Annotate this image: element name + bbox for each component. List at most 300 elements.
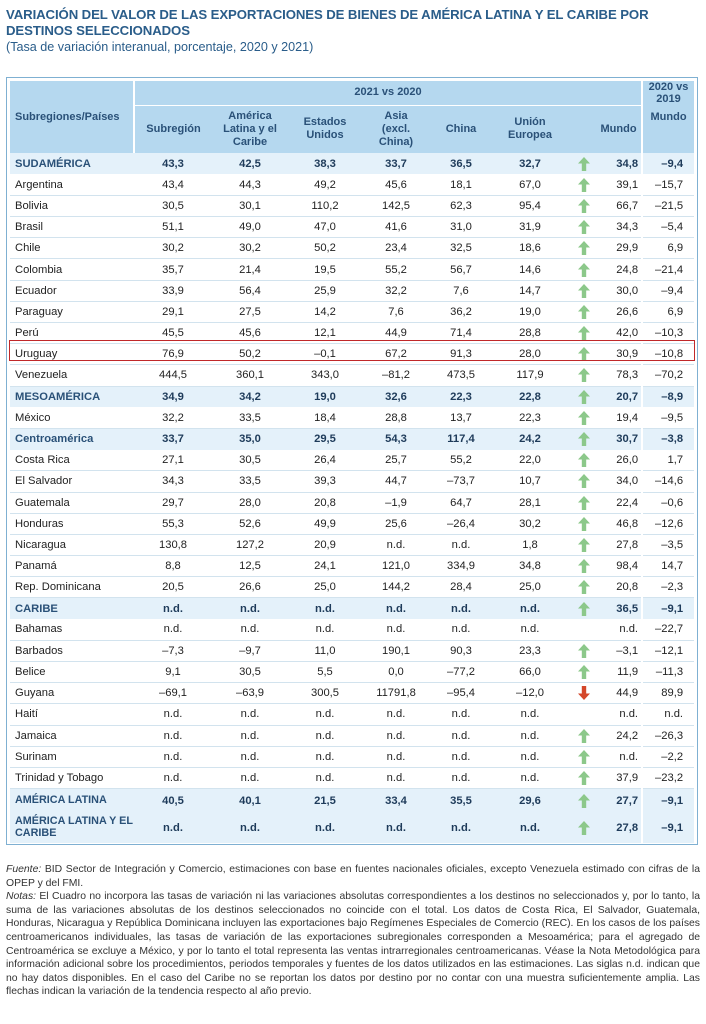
cell-usa: n.d. [288,725,362,746]
cell-china: 22,3 [430,386,492,407]
arrow-up-icon [578,263,590,277]
cell-usa: 20,9 [288,534,362,555]
cell-china: 71,4 [430,323,492,344]
cell-mundo: 11,9 [600,662,642,683]
row-label: Bahamas [10,619,134,640]
row-label: Brasil [10,217,134,238]
header-subregions: Subregiones/Países [10,81,134,153]
trend-cell [568,195,600,216]
cell-usa: 49,9 [288,513,362,534]
cell-eu: 22,3 [492,407,568,428]
cell-china: 55,2 [430,450,492,471]
cell-subregion: 444,5 [134,365,212,386]
cell-eu: 14,6 [492,259,568,280]
cell-mundo: 27,8 [600,534,642,555]
cell-eu: 10,7 [492,471,568,492]
cell-china: 28,4 [430,577,492,598]
cell-usa: n.d. [288,598,362,619]
cell-mundo: 44,9 [600,683,642,704]
cell-china: n.d. [430,767,492,788]
cell-asia: n.d. [362,598,430,619]
arrow-up-icon [578,729,590,743]
cell-mundo-2020: –3,8 [642,428,694,449]
table-row [10,428,694,449]
cell-china: 36,2 [430,301,492,322]
cell-china: 18,1 [430,174,492,195]
cell-eu: 25,0 [492,577,568,598]
cell-eu: 28,8 [492,323,568,344]
header-col-mundo: Mundo [568,105,642,153]
trend-cell [568,280,600,301]
header-period-2021: 2021 vs 2020 [134,81,642,105]
cell-subregion: 51,1 [134,217,212,238]
cell-subregion: n.d. [134,725,212,746]
trend-cell [568,577,600,598]
cell-usa: 12,1 [288,323,362,344]
cell-subregion: 33,9 [134,280,212,301]
arrow-up-icon [578,199,590,213]
cell-subregion: 29,7 [134,492,212,513]
cell-alc: 26,6 [212,577,288,598]
cell-alc: 56,4 [212,280,288,301]
arrow-up-icon [578,368,590,382]
arrow-up-icon [578,220,590,234]
cell-mundo-2020: –12,6 [642,513,694,534]
arrow-up-icon [578,432,590,446]
table-row [10,344,694,365]
cell-eu: 23,3 [492,640,568,661]
cell-usa: n.d. [288,813,362,843]
cell-usa: 19,5 [288,259,362,280]
cell-alc: n.d. [212,746,288,767]
cell-mundo-2020: –22,7 [642,619,694,640]
cell-china: n.d. [430,725,492,746]
cell-subregion: n.d. [134,619,212,640]
arrow-down-icon [578,686,590,700]
cell-alc: n.d. [212,813,288,843]
cell-eu: 31,9 [492,217,568,238]
cell-mundo-2020: 6,9 [642,238,694,259]
cell-mundo-2020: –12,1 [642,640,694,661]
header-col-china: China [430,105,492,153]
cell-subregion: 27,1 [134,450,212,471]
arrow-up-icon [578,602,590,616]
cell-mundo-2020: –26,3 [642,725,694,746]
cell-subregion: n.d. [134,813,212,843]
row-label: Bolivia [10,195,134,216]
row-label: Venezuela [10,365,134,386]
arrow-up-icon [578,750,590,764]
arrow-up-icon [578,326,590,340]
cell-asia: 190,1 [362,640,430,661]
cell-asia: 25,7 [362,450,430,471]
arrow-up-icon [578,390,590,404]
cell-usa: 18,4 [288,407,362,428]
source-note [6,863,700,890]
notes-label: Notas: [6,891,37,903]
table-row [10,259,694,280]
trend-cell [568,683,600,704]
row-label: Ecuador [10,280,134,301]
cell-alc: 49,0 [212,217,288,238]
cell-china: 13,7 [430,407,492,428]
trend-cell [568,640,600,661]
cell-alc: 30,1 [212,195,288,216]
row-label: Barbados [10,640,134,661]
cell-china: 31,0 [430,217,492,238]
cell-eu: n.d. [492,746,568,767]
cell-china: 117,4 [430,428,492,449]
cell-usa: n.d. [288,619,362,640]
trend-cell [568,619,600,640]
cell-eu: 66,0 [492,662,568,683]
cell-alc: 45,6 [212,323,288,344]
row-label: Rep. Dominicana [10,577,134,598]
trend-cell [568,386,600,407]
exports-table [10,81,694,843]
cell-eu: 30,2 [492,513,568,534]
cell-eu: n.d. [492,767,568,788]
trend-cell [568,598,600,619]
cell-alc: n.d. [212,704,288,725]
cell-alc: 44,3 [212,174,288,195]
cell-mundo: –3,1 [600,640,642,661]
trend-cell [568,471,600,492]
cell-eu: 95,4 [492,195,568,216]
cell-mundo-2020: –70,2 [642,365,694,386]
table-row [10,577,694,598]
cell-mundo: 78,3 [600,365,642,386]
cell-china: n.d. [430,598,492,619]
cell-usa: 14,2 [288,301,362,322]
cell-eu: 29,6 [492,789,568,813]
table-row [10,217,694,238]
arrow-up-icon [578,453,590,467]
trend-cell [568,344,600,365]
cell-eu: 67,0 [492,174,568,195]
cell-alc: n.d. [212,725,288,746]
page-title: VARIACIÓN DEL VALOR DE LAS EXPORTACIONES DE BIENES DE AMÉRICA LATINA Y EL CARIBE POR DESTINOS SELECCIONADOS [6,7,649,38]
cell-asia: 144,2 [362,577,430,598]
cell-subregion: 30,2 [134,238,212,259]
row-label: Argentina [10,174,134,195]
cell-usa: 21,5 [288,789,362,813]
cell-asia: 32,2 [362,280,430,301]
cell-usa: n.d. [288,746,362,767]
cell-china: n.d. [430,704,492,725]
cell-mundo: 24,8 [600,259,642,280]
cell-usa: 25,9 [288,280,362,301]
row-label: Colombia [10,259,134,280]
cell-asia: 142,5 [362,195,430,216]
cell-mundo: 27,7 [600,789,642,813]
cell-china: 64,7 [430,492,492,513]
row-label: Guyana [10,683,134,704]
cell-mundo-2020: –21,4 [642,259,694,280]
cell-asia: 41,6 [362,217,430,238]
cell-mundo-2020: –9,1 [642,789,694,813]
cell-mundo: 27,8 [600,813,642,843]
cell-alc: –9,7 [212,640,288,661]
trend-cell [568,534,600,555]
cell-china: –77,2 [430,662,492,683]
table-row [10,662,694,683]
cell-china: 473,5 [430,365,492,386]
cell-asia: –1,9 [362,492,430,513]
cell-eu: 18,6 [492,238,568,259]
cell-asia: 28,8 [362,407,430,428]
cell-alc: 28,0 [212,492,288,513]
cell-mundo-2020: –9,5 [642,407,694,428]
table-row [10,386,694,407]
cell-mundo: 29,9 [600,238,642,259]
row-label: Haití [10,704,134,725]
cell-alc: n.d. [212,598,288,619]
table-row [10,789,694,813]
trend-cell [568,217,600,238]
cell-eu: –12,0 [492,683,568,704]
trend-cell [568,513,600,534]
cell-eu: n.d. [492,704,568,725]
source-label: Fuente: [6,864,42,875]
cell-asia: 7,6 [362,301,430,322]
cell-asia: 55,2 [362,259,430,280]
table-row [10,704,694,725]
row-label: AMÉRICA LATINA [10,789,134,813]
source-text: BID Sector de Integración y Comercio, estimaciones con base en fuentes nacionales oficiales, excepto Venezuela estimado con cifras de la OPEP y del FMI. [6,864,700,889]
cell-asia: 44,9 [362,323,430,344]
cell-asia: 67,2 [362,344,430,365]
cell-subregion: 32,2 [134,407,212,428]
cell-china: 62,3 [430,195,492,216]
row-label: Trinidad y Tobago [10,767,134,788]
cell-usa: –0,1 [288,344,362,365]
arrow-up-icon [578,496,590,510]
arrow-up-icon [578,411,590,425]
cell-usa: 300,5 [288,683,362,704]
cell-eu: 14,7 [492,280,568,301]
arrow-up-icon [578,474,590,488]
cell-alc: 30,5 [212,662,288,683]
table-row [10,174,694,195]
cell-alc: 360,1 [212,365,288,386]
row-label: SUDAMÉRICA [10,153,134,174]
cell-asia: 54,3 [362,428,430,449]
trend-cell [568,407,600,428]
table-row [10,556,694,577]
cell-mundo: 26,6 [600,301,642,322]
cell-asia: 23,4 [362,238,430,259]
cell-eu: 117,9 [492,365,568,386]
header-period-2020: 2020 vs 2019 [642,81,694,105]
cell-subregion: 43,4 [134,174,212,195]
header-col-eu: Unión Europea [492,105,568,153]
cell-alc: 27,5 [212,301,288,322]
cell-mundo-2020: –21,5 [642,195,694,216]
table-row [10,195,694,216]
cell-eu: n.d. [492,813,568,843]
page-subtitle: (Tasa de variación interanual, porcentaje, 2020 y 2021) [6,40,314,54]
table-row [10,619,694,640]
cell-asia: n.d. [362,534,430,555]
row-label: CARIBE [10,598,134,619]
cell-subregion: 29,1 [134,301,212,322]
cell-mundo-2020: –23,2 [642,767,694,788]
table-row [10,683,694,704]
cell-usa: 50,2 [288,238,362,259]
trend-cell [568,767,600,788]
arrow-up-icon [578,665,590,679]
cell-mundo-2020: n.d. [642,704,694,725]
trend-cell [568,662,600,683]
cell-mundo-2020: 6,9 [642,301,694,322]
table-row [10,280,694,301]
cell-mundo: 36,5 [600,598,642,619]
cell-mundo: 66,7 [600,195,642,216]
trend-cell [568,450,600,471]
cell-china: 56,7 [430,259,492,280]
cell-alc: n.d. [212,619,288,640]
cell-mundo-2020: –0,6 [642,492,694,513]
trend-cell [568,746,600,767]
cell-mundo-2020: 14,7 [642,556,694,577]
table-row [10,725,694,746]
cell-eu: n.d. [492,725,568,746]
cell-subregion: 35,7 [134,259,212,280]
cell-subregion: 34,9 [134,386,212,407]
arrow-up-icon [578,178,590,192]
cell-asia: n.d. [362,746,430,767]
trend-cell [568,789,600,813]
notes-text: El Cuadro no incorpora las tasas de variación ni las variaciones absolutas correspondientes a los destinos no seleccionados y, por lo tanto, la suma de las variaciones absolutas de los destinos seleccionados no coincide con el total. Los datos de Costa Rica, El Salvador, Guatemala, Honduras, Nicaragua y República Dominicana incluyen las exportaciones bajo Regímenes Especiales de Comercio (REC). En los casos de los países centroamericanos individuales, las tasas de variación de las exportaciones subregionales corresponden a Mesoamérica; para el agregado de Centroamérica se excluye a México, y por lo tanto el total representa las ventas intrarregionales centroamericanas. Véase la Nota Metodológica para información adicional sobre los procedimientos, periodos temporales y fuentes de los datos utilizados en las estimaciones. Las siglas n.d. indican que no hay datos disponibles. En el caso del Caribe no se reportan los datos por destino por no contar con una muestra suficientemente amplia. Las flechas indican la variación de la tendencia respecto al año previo. [6,891,700,998]
cell-eu: 19,0 [492,301,568,322]
cell-asia: 33,7 [362,153,430,174]
cell-usa: n.d. [288,704,362,725]
cell-usa: 20,8 [288,492,362,513]
trend-cell [568,704,600,725]
cell-mundo-2020: –9,1 [642,813,694,843]
trend-cell [568,428,600,449]
cell-eu: 28,0 [492,344,568,365]
trend-cell [568,813,600,843]
arrow-up-icon [578,538,590,552]
cell-mundo-2020: –10,8 [642,344,694,365]
table-row [10,301,694,322]
arrow-up-icon [578,284,590,298]
table-row [10,450,694,471]
cell-usa: 38,3 [288,153,362,174]
table-row [10,153,694,174]
table-row [10,640,694,661]
cell-mundo-2020: –10,3 [642,323,694,344]
cell-asia: 45,6 [362,174,430,195]
cell-asia: n.d. [362,813,430,843]
row-label: Paraguay [10,301,134,322]
cell-subregion: 20,5 [134,577,212,598]
arrow-up-icon [578,580,590,594]
cell-mundo: n.d. [600,746,642,767]
cell-china: 91,3 [430,344,492,365]
cell-mundo-2020: –11,3 [642,662,694,683]
cell-alc: 33,5 [212,471,288,492]
cell-usa: 49,2 [288,174,362,195]
cell-china: n.d. [430,534,492,555]
cell-alc: 30,5 [212,450,288,471]
cell-mundo-2020: –15,7 [642,174,694,195]
cell-usa: 47,0 [288,217,362,238]
cell-subregion: 30,5 [134,195,212,216]
table-row [10,238,694,259]
trend-cell [568,323,600,344]
row-label: México [10,407,134,428]
arrow-up-icon [578,771,590,785]
cell-asia: 25,6 [362,513,430,534]
row-label: Chile [10,238,134,259]
cell-subregion: 130,8 [134,534,212,555]
cell-mundo: 34,0 [600,471,642,492]
cell-asia: 32,6 [362,386,430,407]
cell-mundo: n.d. [600,619,642,640]
row-label: Surinam [10,746,134,767]
notes-text-block [6,890,700,999]
trend-cell [568,238,600,259]
table-row [10,492,694,513]
cell-mundo-2020: –14,6 [642,471,694,492]
cell-mundo: 20,8 [600,577,642,598]
cell-subregion: 40,5 [134,789,212,813]
cell-usa: 25,0 [288,577,362,598]
row-label: Honduras [10,513,134,534]
cell-mundo: 42,0 [600,323,642,344]
cell-china: 36,5 [430,153,492,174]
table-row [10,598,694,619]
cell-alc: –63,9 [212,683,288,704]
cell-china: 32,5 [430,238,492,259]
cell-china: 334,9 [430,556,492,577]
trend-cell [568,153,600,174]
cell-china: –26,4 [430,513,492,534]
cell-china: 35,5 [430,789,492,813]
cell-usa: 29,5 [288,428,362,449]
cell-mundo: 20,7 [600,386,642,407]
cell-mundo: 39,1 [600,174,642,195]
row-label: Centroamérica [10,428,134,449]
cell-alc: n.d. [212,767,288,788]
cell-subregion: 9,1 [134,662,212,683]
cell-usa: 19,0 [288,386,362,407]
cell-usa: 343,0 [288,365,362,386]
cell-mundo: 22,4 [600,492,642,513]
cell-subregion: n.d. [134,704,212,725]
cell-mundo: 46,8 [600,513,642,534]
cell-subregion: –7,3 [134,640,212,661]
cell-mundo-2020: –5,4 [642,217,694,238]
cell-alc: 35,0 [212,428,288,449]
cell-mundo-2020: –8,9 [642,386,694,407]
cell-usa: 5,5 [288,662,362,683]
arrow-up-icon [578,157,590,171]
cell-mundo: 19,4 [600,407,642,428]
table-row [10,407,694,428]
arrow-up-icon [578,794,590,808]
table-row [10,767,694,788]
cell-asia: 33,4 [362,789,430,813]
cell-usa: 26,4 [288,450,362,471]
header-col-alc: América Latina y el Caribe [212,105,288,153]
cell-subregion: 33,7 [134,428,212,449]
trend-cell [568,301,600,322]
cell-alc: 50,2 [212,344,288,365]
